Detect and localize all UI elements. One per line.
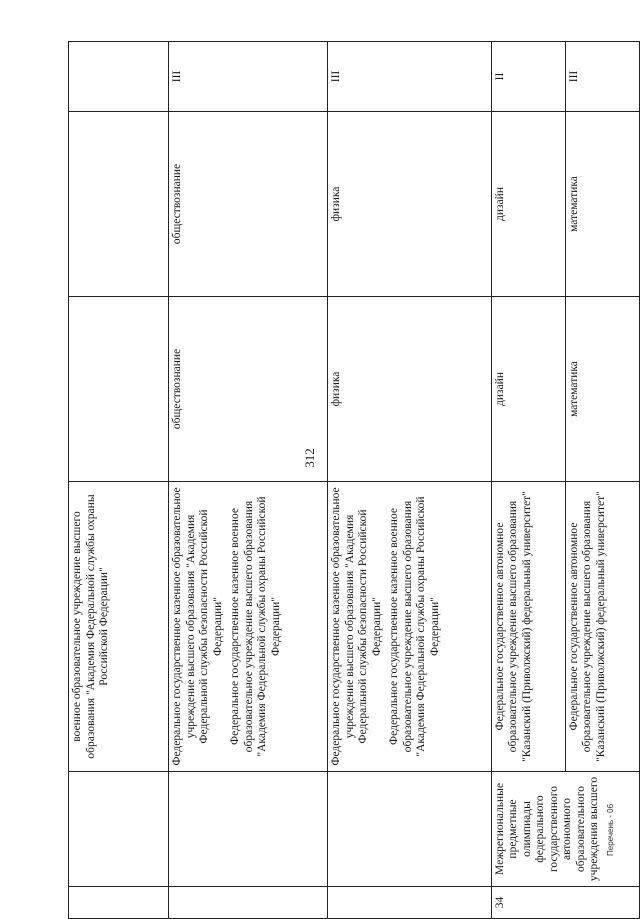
level-cell: III (328, 42, 492, 112)
organizer-cell (565, 482, 639, 772)
row-number: 34 (491, 887, 639, 919)
profile-cell: дизайн (491, 297, 565, 482)
table-row (169, 42, 328, 919)
subject-cell: физика (328, 112, 492, 297)
organizer-cell (491, 482, 565, 772)
rotated-table-wrapper (68, 42, 640, 919)
organizer-text: Федеральное государственное казенное образовательное учреждение высшего образования "Академия Федеральной службы безопасности Российской Федерации" (171, 487, 224, 766)
organizer-cell (69, 482, 169, 772)
subject-cell: дизайн (491, 112, 565, 297)
page-number: 312 (301, 448, 317, 468)
table-row (69, 42, 169, 919)
organizer-text: Федеральное государственное казенное военное образовательное учреждение высшего образования "Академия Федеральной службы охраны Российской Федерации" (388, 496, 441, 757)
level-cell: III (565, 42, 639, 112)
subject-cell (69, 112, 169, 297)
level-cell: II (491, 42, 565, 112)
organizer-cell (169, 482, 328, 772)
olympiad-name: Межрегиональные предметные олимпиады федерального государственного автономного образовательного учреждения высшего (491, 772, 639, 887)
profile-cell: математика (565, 297, 639, 482)
row-number (169, 887, 328, 919)
profile-cell: физика (328, 297, 492, 482)
organizer-cell (328, 482, 492, 772)
profile-cell (69, 297, 169, 482)
organizer-text: Федеральное государственное автономное образовательное учреждение высшего образования "Казанский (Приволжский) федеральный университет" (493, 491, 533, 762)
olympiad-name (69, 772, 169, 887)
organizer-text: Федеральное государственное казенное образовательное учреждение высшего образования "Академия Федеральной службы безопасности Российской Федерации" (330, 487, 383, 766)
subject-cell: обществознание (169, 112, 328, 297)
row-number (69, 887, 169, 919)
table-row (491, 42, 565, 919)
subject-cell: математика (565, 112, 639, 297)
organizer-text: Федеральное государственное автономное образовательное учреждение высшего образования "Казанский (Приволжский) федеральный университет" (567, 491, 607, 762)
level-cell: III (169, 42, 328, 112)
organizer-text: военное образовательное учреждение высшего образования "Академия Федеральной службы охраны Российской Федерации" (71, 494, 110, 759)
olympiad-name (169, 772, 328, 887)
level-cell (69, 42, 169, 112)
olympiad-name (328, 772, 492, 887)
olympiad-table (68, 41, 640, 919)
table-row (328, 42, 492, 919)
profile-cell: обществознание (169, 297, 328, 482)
row-number (328, 887, 492, 919)
organizer-text: Федеральное государственное казенное военное образовательное учреждение высшего образования "Академия Федеральной службы охраны Российской Федерации" (229, 496, 282, 757)
document-footer: Перечень - 06 (606, 803, 615, 856)
